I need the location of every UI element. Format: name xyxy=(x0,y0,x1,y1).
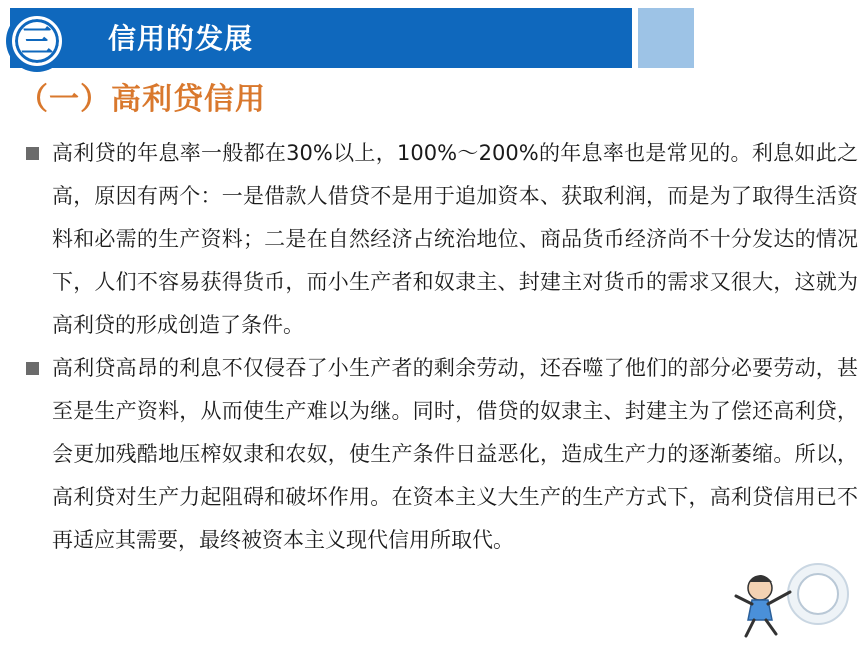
header-bar xyxy=(10,8,632,68)
body-content xyxy=(22,132,858,562)
paragraph-text: 高利贷高昂的利息不仅侵吞了小生产者的剩余劳动，还吞噬了他们的部分必要劳动，甚至是生产资料，从而使生产难以为继。同时，借贷的奴隶主、封建主为了偿还高利贷，会更加残酷地压榨奴隶和农奴，使生产条件日益恶化，造成生产力的逐渐萎缩。所以，高利贷对生产力起阻碍和破坏作用。在资本主义大生产的生产方式下，高利贷信用已不再适应其需要，最终被资本主义现代信用所取代。 xyxy=(52,356,858,552)
sub-section-title: （一）高利贷信用 xyxy=(18,82,266,117)
square-bullet-icon xyxy=(26,147,39,160)
square-bullet-icon xyxy=(26,362,39,375)
paragraph xyxy=(22,132,858,347)
section-title: 信用的发展 xyxy=(108,22,254,55)
header-accent-block xyxy=(638,8,694,68)
paragraph-text: 高利贷的年息率一般都在30%以上，100%～200%的年息率也是常见的。利息如此之高，原因有两个：一是借款人借贷不是用于追加资本、获取利润，而是为了取得生活资料和必需的生产资料；二是在自然经济占统治地位、商品货币经济尚不十分发达的情况下，人们不容易获得货币，而小生产者和奴隶主、封建主对货币的需求又很大，这就为高利贷的形成创造了条件。 xyxy=(52,141,858,337)
mascot-illustration xyxy=(730,548,850,640)
section-number-badge xyxy=(6,10,68,72)
paragraph xyxy=(22,347,858,562)
section-number: 三 xyxy=(12,16,62,66)
